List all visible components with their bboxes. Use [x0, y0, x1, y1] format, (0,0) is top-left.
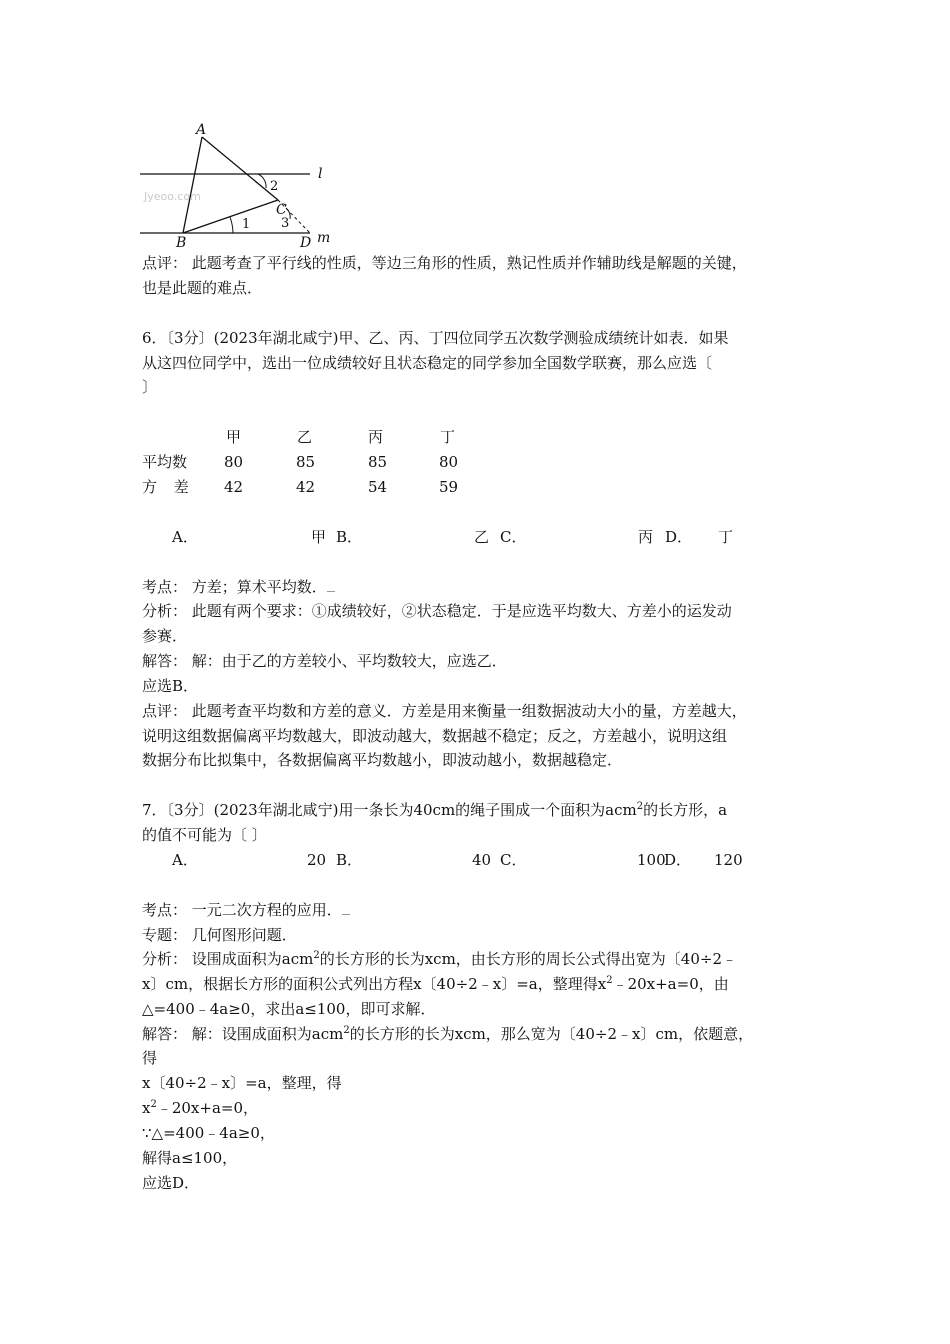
label-a: A: [196, 122, 207, 138]
q7-fenxi-line-2: x〕cm，根据长方形的面积公式列出方程x〔40÷2﹣x〕=a，整理得$x^2﹣20x+a=0$，由: [142, 975, 729, 993]
label-b: B: [176, 235, 187, 250]
q6-option-a-letter: A．: [172, 528, 198, 546]
q7-option-b-value: 40: [472, 851, 492, 869]
q6-stem-line-1: 6．〔3分〕(2023年湖北咸宁)甲、乙、丙、丁四位同学五次数学测验成绩统计如表．如果: [142, 329, 729, 347]
table-row-label-mean: 平均数: [142, 453, 188, 471]
q6-option-c-letter: C．: [500, 528, 527, 546]
segment-ab: [183, 137, 202, 233]
table-cell: 80: [439, 453, 459, 471]
table-row-label-variance: 方 差: [142, 478, 195, 496]
q7-jieda-line-3: x〔40÷2﹣x〕=a，整理，得: [142, 1074, 342, 1092]
table-cell: 42: [224, 478, 244, 496]
label-d: D: [300, 235, 312, 250]
segment-bc: [183, 200, 278, 233]
angle-1-arc: [230, 217, 233, 233]
q7-fenxi-line-3: △=400﹣4a≥0，求出a≤100，即可求解．: [142, 1000, 436, 1018]
q6-option-d-value: 丁: [718, 528, 734, 546]
q6-option-b-letter: B．: [336, 528, 363, 546]
q6-dianping-line-1: 点评： 此题考查平均数和方差的意义．方差是用来衡量一组数据波动大小的量，方差越大，: [142, 702, 747, 720]
q6-stem-line-2: 从这四位同学中，选出一位成绩较好且状态稳定的同学参加全国数学联赛，那么应选〔: [142, 354, 713, 372]
geometry-figure: [138, 120, 348, 250]
q6-dianping-line-3: 数据分布比拟集中，各数据偏离平均数越小，即波动越小，数据越稳定．: [142, 751, 623, 769]
q7-jieda-line-4: $x^2﹣20x+a=0$，: [142, 1099, 259, 1117]
q7-jieda-line-1: 解答： 解：设围成面积为acm$^2$的长方形的长为xcm，那么宽为〔40÷2﹣x〕cm，依题意，: [142, 1025, 754, 1043]
q7-option-a-value: 20: [307, 851, 327, 869]
label-m: m: [317, 230, 331, 246]
q7-option-a-letter: A．: [172, 851, 198, 869]
q7-jieda-line-6: 解得a≤100，: [142, 1149, 238, 1167]
q7-option-c-value: 100: [637, 851, 666, 869]
q6-dianping-line-2: 说明这组数据偏离平均数越大，即波动越大，数据越不稳定；反之，方差越小，说明这组: [142, 727, 728, 745]
label-angle-2: 2: [270, 179, 279, 194]
table-header-bing: 丙: [368, 428, 384, 446]
segment-ac: [202, 137, 278, 200]
table-header-ding: 丁: [440, 428, 456, 446]
table-header-jia: 甲: [226, 428, 242, 446]
table-cell: 85: [296, 453, 316, 471]
label-c: C: [276, 202, 287, 218]
q7-jieda-line-7: 应选D．: [142, 1174, 200, 1192]
q6-kaodian: 考点： 方差；算术平均数．: [142, 575, 335, 599]
q6-option-a-value: 甲: [311, 528, 327, 546]
label-angle-3: 3: [281, 216, 290, 231]
table-cell: 85: [368, 453, 388, 471]
table-cell: 42: [296, 478, 316, 496]
table-cell: 59: [439, 478, 459, 496]
q6-option-d-letter: D．: [665, 528, 693, 546]
q6-option-c-value: 丙: [638, 528, 654, 546]
q6-stem-line-3: 〕: [142, 378, 158, 396]
label-angle-1: 1: [242, 217, 251, 232]
q7-zhuanti: 专题： 几何图形问题．: [142, 926, 297, 944]
q7-jieda-line-5: ∵△=400﹣4a≥0，: [142, 1124, 275, 1142]
q7-stem-line-1: 7．〔3分〕(2023年湖北咸宁)用一条长为40cm的绳子围成一个面积为acm$^2$的长方形，a: [142, 801, 728, 819]
table-cell: 54: [368, 478, 388, 496]
q5-comment-line-2: 也是此题的难点．: [142, 279, 263, 297]
table-cell: 80: [224, 453, 244, 471]
q7-stem-line-2: 的值不可能为〔 〕: [142, 826, 267, 844]
angle-2-arc: [258, 174, 266, 188]
q7-option-d-value: 120: [714, 851, 743, 869]
q5-comment-line-1: 点评： 此题考查了平行线的性质，等边三角形的性质，熟记性质并作辅助线是解题的关键，: [142, 254, 747, 272]
q6-fenxi-line-2: 参赛．: [142, 627, 188, 645]
watermark-text: Jyeoo.com: [144, 190, 201, 203]
q6-option-b-value: 乙: [474, 528, 490, 546]
q7-fenxi-line-1: 分析： 设围成面积为acm$^2$的长方形的长为xcm，由长方形的周长公式得出宽为〔40÷2﹣: [142, 950, 738, 968]
q6-jieda-line-1: 解答： 解：由于乙的方差较小、平均数较大，应选乙．: [142, 652, 507, 670]
label-l: l: [318, 166, 323, 182]
q6-fenxi-line-1: 分析： 此题有两个要求：①成绩较好，②状态稳定．于是应选平均数大、方差小的运发动: [142, 602, 732, 620]
q7-option-b-letter: B．: [336, 851, 363, 869]
q7-kaodian: 考点： 一元二次方程的应用．: [142, 898, 350, 922]
q7-jieda-line-2: 得: [142, 1049, 158, 1067]
q6-jieda-line-2: 应选B．: [142, 677, 199, 695]
q7-option-d-letter: D．: [664, 851, 692, 869]
table-header-yi: 乙: [297, 428, 313, 446]
q7-option-c-letter: C．: [500, 851, 527, 869]
